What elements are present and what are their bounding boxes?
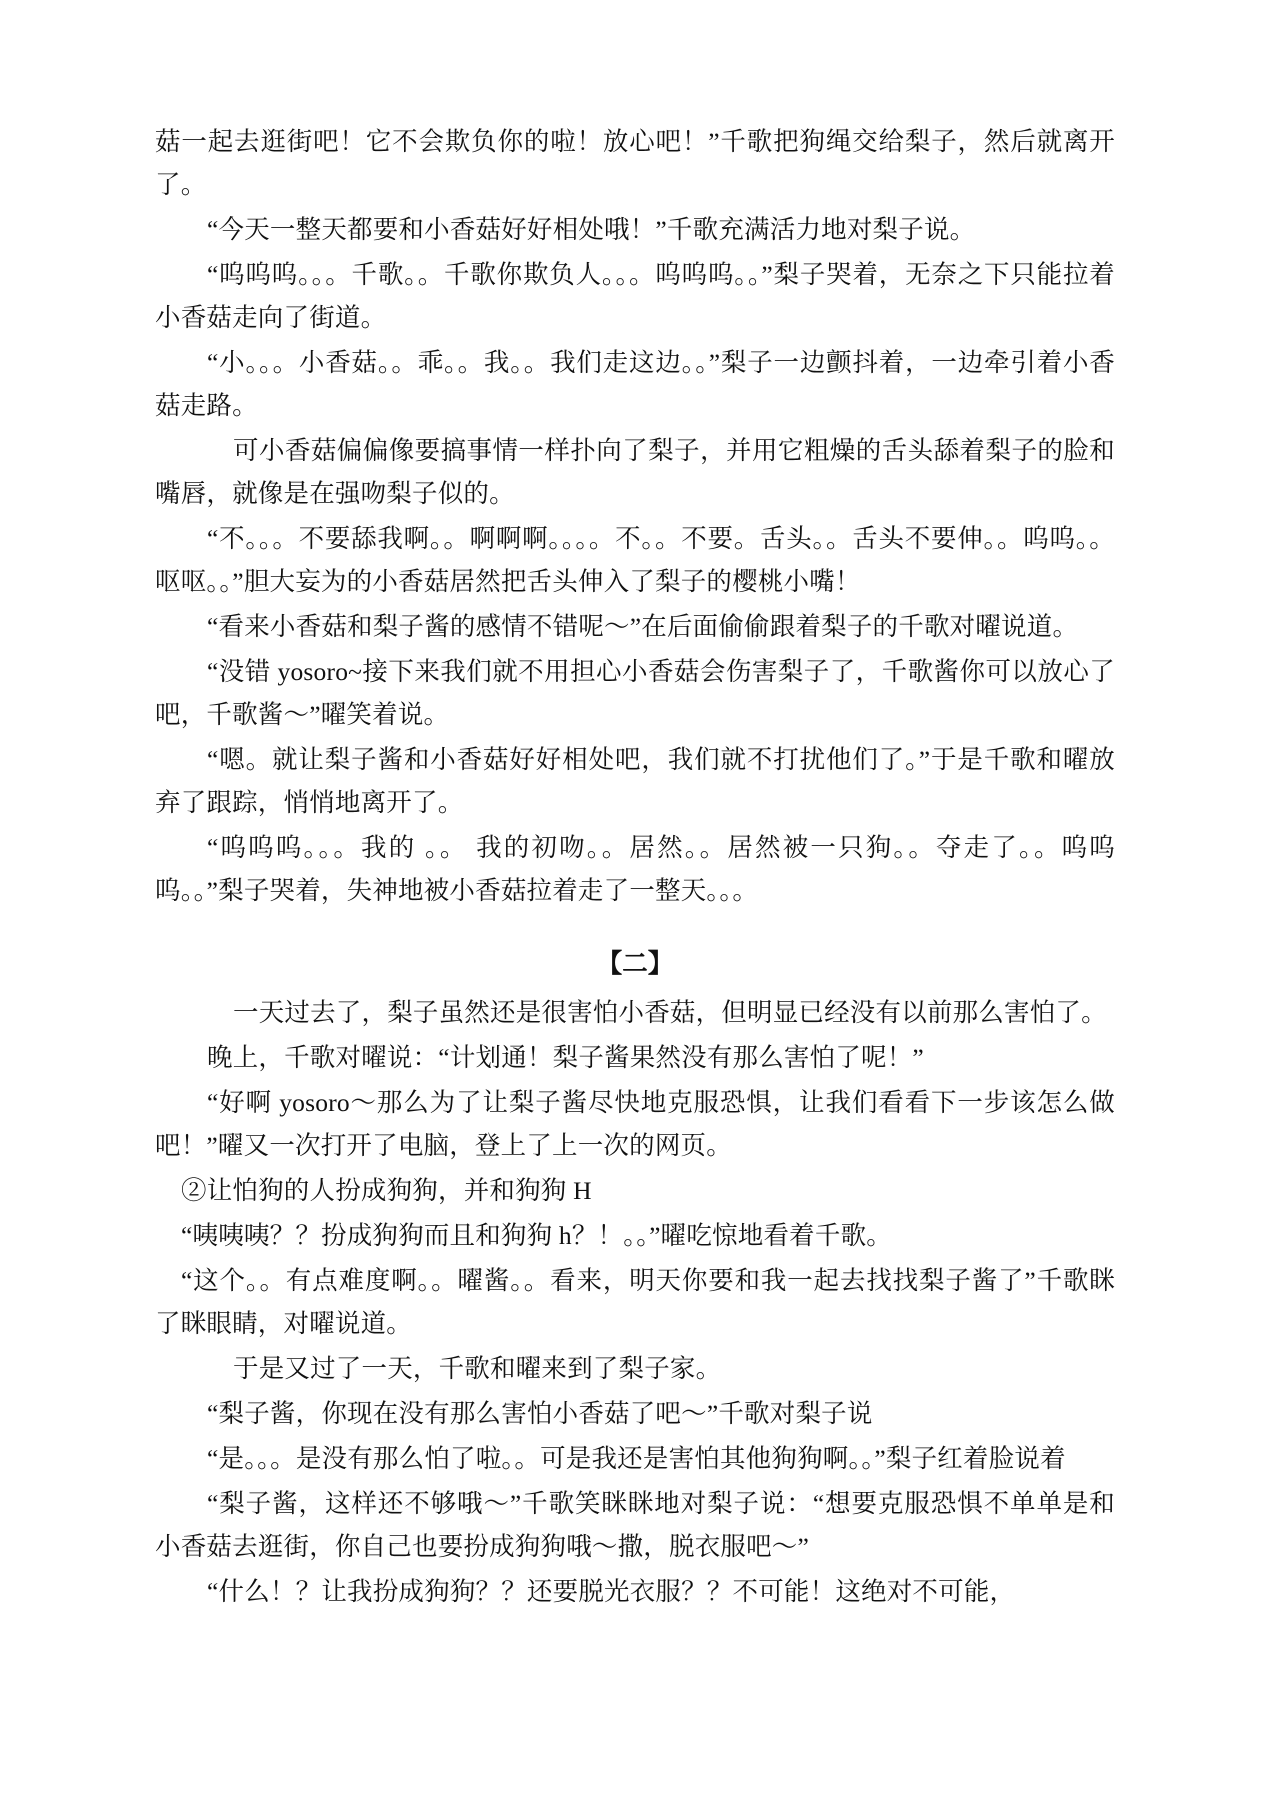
paragraph: 晚上，千歌对曜说：“计划通！梨子酱果然没有那么害怕了呢！”: [207, 1043, 924, 1072]
paragraph: “梨子酱，这样还不够哦～”千歌笑眯眯地对梨子说：“想要克服恐惧不单单是和小香菇去逛街，你自己也要扮成狗狗哦～撒，脱衣服吧～”: [155, 1489, 1115, 1561]
paragraph: “看来小香菇和梨子酱的感情不错呢～”在后面偷偷跟着梨子的千歌对曜说道。: [207, 612, 1079, 641]
paragraph: 一天过去了，梨子虽然还是很害怕小香菇，但明显已经没有以前那么害怕了。: [233, 998, 1107, 1027]
paragraph: “没错 yosoro~接下来我们就不用担心小香菇会伤害梨子了，千歌酱你可以放心了吧，千歌酱～”曜笑着说。: [155, 657, 1115, 729]
paragraph: “不。。。不要舔我啊。。啊啊啊。。。。不。。不要。舌头。。舌头不要伸。。呜呜。。呕呕。。”胆大妄为的小香菇居然把舌头伸入了梨子的樱桃小嘴！: [155, 524, 1115, 596]
paragraph: “好啊 yosoro～那么为了让梨子酱尽快地克服恐惧，让我们看看下一步该怎么做吧！”曜又一次打开了电脑，登上了上一次的网页。: [155, 1088, 1115, 1160]
paragraph: “呜呜呜。。。我的 。。 我的初吻。。居然。。居然被一只狗。。夺走了。。呜呜呜。。”梨子哭着，失神地被小香菇拉着走了一整天。。。: [155, 833, 1115, 905]
paragraph: “这个。。有点难度啊。。曜酱。。看来，明天你要和我一起去找找梨子酱了”千歌眯了眯眼睛，对曜说道。: [155, 1266, 1115, 1338]
section-heading: 【二】: [596, 949, 674, 978]
paragraph: “嗯。就让梨子酱和小香菇好好相处吧，我们就不打扰他们了。”于是千歌和曜放弃了跟踪，悄悄地离开了。: [155, 745, 1115, 817]
paragraph: “咦咦咦？？扮成狗狗而且和狗狗 h？！。。”曜吃惊地看着千歌。: [181, 1221, 892, 1250]
paragraph: “呜呜呜。。。千歌。。千歌你欺负人。。。呜呜呜。。”梨子哭着，无奈之下只能拉着小香菇走向了街道。: [155, 260, 1115, 332]
paragraph: “梨子酱，你现在没有那么害怕小香菇了吧～”千歌对梨子说: [207, 1399, 873, 1428]
paragraph: 菇一起去逛街吧！它不会欺负你的啦！放心吧！”千歌把狗绳交给梨子，然后就离开了。: [155, 127, 1115, 199]
paragraph: ②让怕狗的人扮成狗狗，并和狗狗 H: [181, 1176, 592, 1205]
paragraph: “今天一整天都要和小香菇好好相处哦！”千歌充满活力地对梨子说。: [207, 215, 976, 244]
paragraph: “是。。。是没有那么怕了啦。。可是我还是害怕其他狗狗啊。。”梨子红着脸说着: [207, 1444, 1066, 1473]
page-text-column: [155, 120, 1115, 1615]
paragraph: “什么！？让我扮成狗狗？？还要脱光衣服？？不可能！这绝对不可能，: [207, 1577, 1016, 1606]
paragraph: 于是又过了一天，千歌和曜来到了梨子家。: [233, 1354, 722, 1383]
paragraph: “小。。。小香菇。。乖。。我。。我们走这边。。”梨子一边颤抖着，一边牵引着小香菇走路。: [155, 348, 1115, 420]
paragraph: 可小香菇偏偏像要搞事情一样扑向了梨子，并用它粗燥的舌头舔着梨子的脸和嘴唇，就像是在强吻梨子似的。: [155, 436, 1115, 508]
